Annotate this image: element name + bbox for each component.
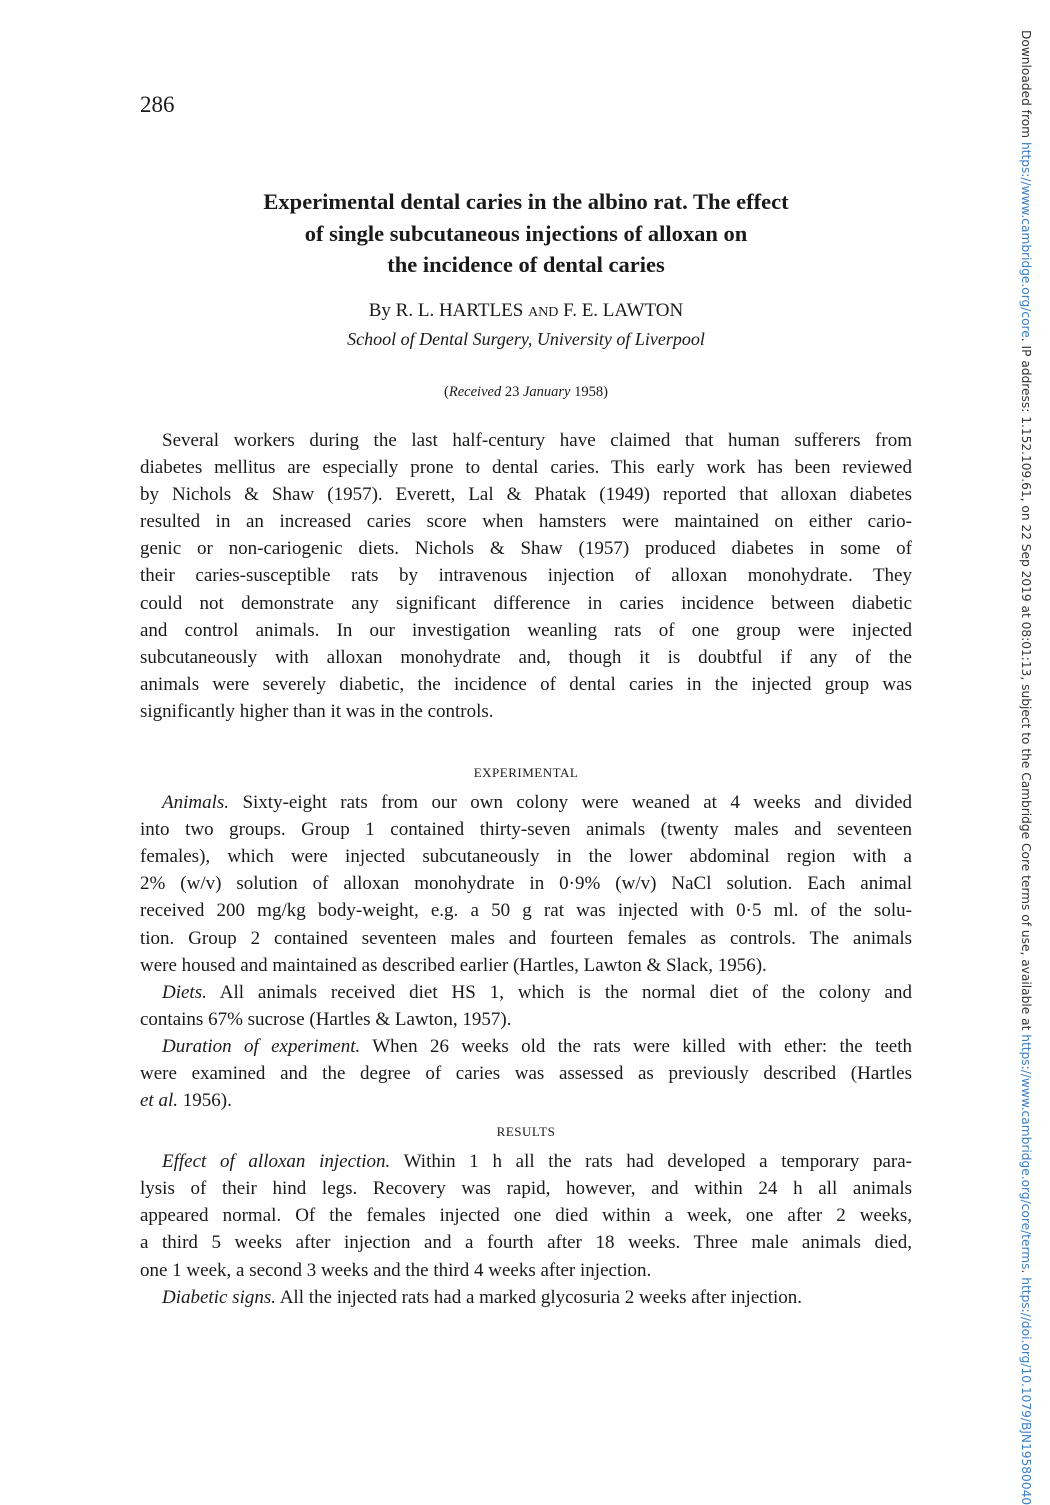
line-text: Sixty-eight rats from our own colony were weaned at 4 weeks and divided (229, 792, 912, 814)
notice-text: . IP address: 1.152.109.61, on 22 Sep 2019 at 08:01:13, subject to the Cambridge Core terms of use, available at (1019, 337, 1033, 1035)
text-line: animals were severely diabetic, the incidence of dental caries in the injected group was (140, 673, 912, 695)
title-line: of single subcutaneous injections of alloxan on (304, 220, 748, 246)
line-text: received 200 mg/kg body-weight, e.g. a 50 g rat was injected with 0·5 ml. of the solu- (140, 900, 912, 922)
text-line (140, 897, 912, 924)
text-line (140, 1060, 912, 1087)
text-line (140, 1257, 912, 1284)
title-line: the incidence of dental caries (387, 252, 665, 277)
cambridge-core-link[interactable]: https://www.cambridge.org/core (1019, 141, 1033, 338)
paragraph-lead: Animals. (162, 792, 230, 814)
paragraph-lead: Diets. (162, 981, 207, 1003)
notice-text: . (1019, 1269, 1033, 1278)
text-line: resulted in an increased caries score when hamsters were maintained on either cario- (140, 511, 912, 533)
text-line: subcutaneously with alloxan monohydrate and, though it is doubtful if any of the (140, 646, 912, 668)
paragraph-lead: Diabetic signs. (162, 1286, 276, 1308)
affiliation: School of Dental Surgery, University of Liverpool (347, 329, 705, 349)
paragraph-lead: Effect of alloxan injection. (162, 1151, 391, 1173)
text-line (140, 1202, 912, 1229)
byline (140, 300, 912, 322)
text-line (140, 979, 912, 1006)
text-line: by Nichols & Shaw (1957). Everett, Lal & Phatak (1949) reported that alloxan diabetes (140, 484, 912, 506)
text-line: diabetes mellitus are especially prone to dental caries. This early work has been reviewed (140, 457, 912, 479)
line-text: All animals received diet HS 1, which is the normal diet of the colony and (206, 981, 912, 1003)
download-notice (1019, 30, 1033, 1505)
text-line (140, 870, 912, 897)
author: F. E. LAWTON (563, 300, 684, 321)
text-line (140, 789, 912, 816)
line-text: All the injected rats had a marked glycosuria 2 weeks after injection. (276, 1286, 803, 1308)
byline-and: AND (528, 305, 559, 320)
text-line (140, 1033, 912, 1060)
line-text: were examined and the degree of caries was assessed as previously described (Hartles (140, 1062, 912, 1084)
text-line: genic or non-cariogenic diets. Nichols & Shaw (1957) produced diabetes in some of (140, 538, 912, 560)
line-text: one 1 week, a second 3 weeks and the third 4 weeks after injection. (140, 1259, 652, 1281)
terms-link[interactable]: https://www.cambridge.org/core/terms (1019, 1034, 1033, 1270)
article-body (140, 427, 912, 1311)
text-line: and control animals. In our investigation weanling rats of one group were injected (140, 619, 912, 641)
title-line: Experimental dental caries in the albino rat. The effect (263, 189, 789, 214)
line-text: females), which were injected subcutaneously in the lower abdominal region with a (140, 846, 912, 868)
line-text: were housed and maintained as described earlier (Hartles, Lawton & Slack, 1956). (140, 954, 767, 976)
page-number: 286 (140, 92, 175, 117)
received-month: January (522, 384, 571, 400)
line-text: into two groups. Group 1 contained thirty-seven animals (twenty males and seventeen (140, 819, 912, 841)
line-text: When 26 weeks old the rats were killed with ether: the teeth (360, 1035, 912, 1057)
author: R. L. HARTLES (395, 300, 524, 321)
line-text: 2% (w/v) solution of alloxan monohydrate in 0·9% (w/v) NaCl solution. Each animal (140, 873, 912, 895)
article-title (140, 186, 912, 281)
paragraph-lead: Duration of experiment. (162, 1035, 361, 1057)
line-text: 1956). (178, 1090, 232, 1112)
text-line (140, 1284, 912, 1311)
text-line (140, 1006, 912, 1033)
received-label: Received (448, 384, 502, 400)
text-line (140, 1087, 912, 1114)
line-text: appeared normal. Of the females injected one died within a week, one after 2 weeks, (140, 1205, 912, 1227)
text-line: their caries-susceptible rats by intravenous injection of alloxan monohydrate. They (140, 565, 912, 587)
line-text: tion. Group 2 contained seventeen males and fourteen females as controls. The animals (140, 927, 912, 949)
section-heading: EXPERIMENTAL (473, 765, 579, 781)
text-line (140, 1175, 912, 1202)
citation-italic: et al. (140, 1090, 178, 1112)
line-text: a third 5 weeks after injection and a fourth after 18 weeks. Three male animals died, (140, 1232, 912, 1254)
text-line (140, 843, 912, 870)
text-line: could not demonstrate any significant difference in caries incidence between diabetic (140, 592, 912, 614)
byline-by: By (368, 300, 391, 321)
text-line (140, 925, 912, 952)
line-text: Within 1 h all the rats had developed a temporary para- (390, 1151, 912, 1173)
text-line: significantly higher than it was in the controls. (140, 700, 494, 722)
received-year: 1958 (574, 384, 604, 400)
line-text: contains 67% sucrose (Hartles & Lawton, 1957). (140, 1008, 512, 1030)
doi-link[interactable]: https://doi.org/10.1079/BJN19580040 (1019, 1277, 1033, 1505)
line-text: lysis of their hind legs. Recovery was rapid, however, and within 24 h all animals (140, 1178, 912, 1200)
notice-text: Downloaded from (1019, 30, 1033, 142)
text-line (140, 952, 912, 979)
section-heading: RESULTS (496, 1124, 556, 1140)
text-line (140, 1148, 912, 1175)
received-date: (Received 23 January 1958) (444, 384, 608, 400)
text-line (140, 816, 912, 843)
text-line: Several workers during the last half-century have claimed that human sufferers from (162, 430, 912, 451)
text-line (140, 1229, 912, 1256)
received-day: 23 (504, 384, 520, 400)
